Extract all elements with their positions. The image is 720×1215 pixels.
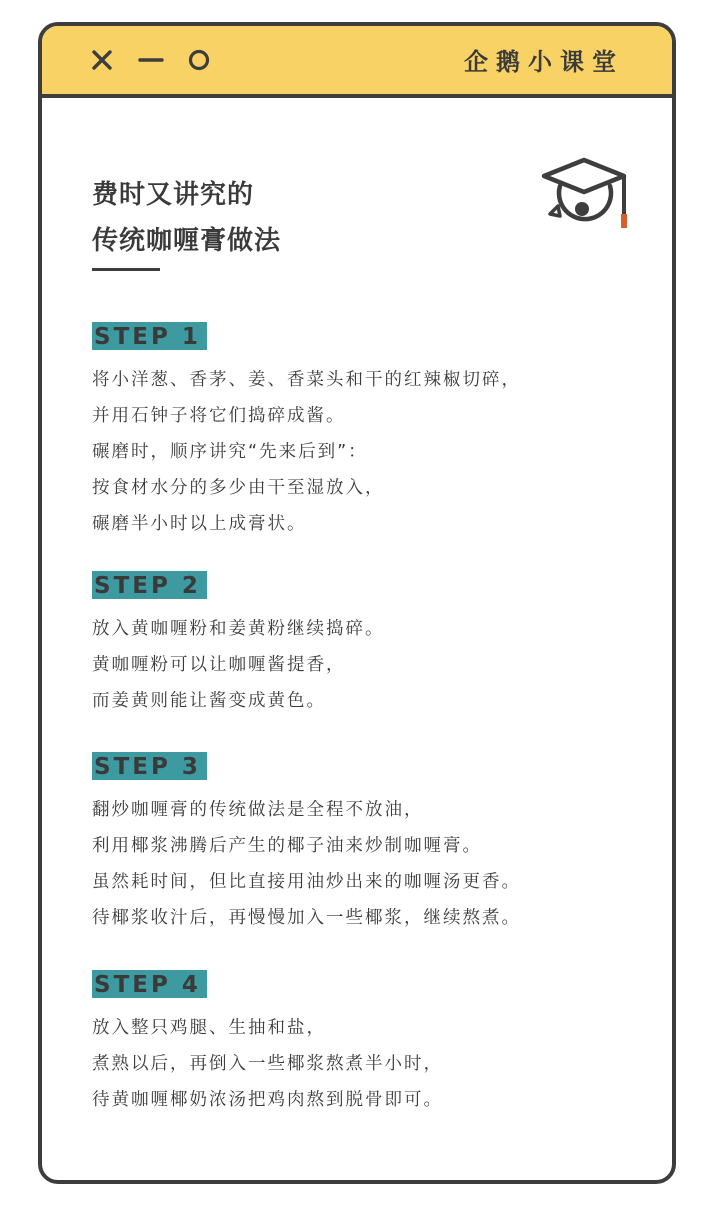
- page-title: [92, 172, 281, 264]
- graduation-cap-icon: [538, 154, 634, 244]
- close-icon[interactable]: [86, 44, 118, 76]
- step-section-4: [92, 970, 652, 1118]
- step-section-3: [92, 752, 652, 936]
- app-title: 企鹅小课堂: [464, 48, 624, 76]
- step-section-2: [92, 571, 652, 719]
- step-line: 碾磨半小时以上成膏状。: [92, 514, 307, 534]
- step-body: [92, 611, 652, 719]
- step-line: 放入整只鸡腿、生抽和盐，: [92, 1018, 326, 1038]
- step-section-1: [92, 322, 652, 542]
- step-body: [92, 362, 652, 542]
- step-line: 并用石钟子将它们捣碎成酱。: [92, 406, 346, 426]
- title-underline: [92, 268, 160, 271]
- step-label: STEP 4: [92, 970, 207, 998]
- step-line: 放入黄咖喱粉和姜黄粉继续捣碎。: [92, 619, 385, 639]
- minimize-icon[interactable]: [135, 44, 167, 76]
- step-label: STEP 3: [92, 752, 207, 780]
- step-line: 煮熟以后，再倒入一些椰浆熬煮半小时，: [92, 1054, 443, 1074]
- step-line: 待椰浆收汁后，再慢慢加入一些椰浆，继续熬煮。: [92, 908, 521, 928]
- step-label: STEP 2: [92, 571, 207, 599]
- step-label: STEP 1: [92, 322, 207, 350]
- step-line: 虽然耗时间，但比直接用油炒出来的咖喱汤更香。: [92, 872, 521, 892]
- step-line: 待黄咖喱椰奶浓汤把鸡肉熬到脱骨即可。: [92, 1090, 443, 1110]
- step-line: 黄咖喱粉可以让咖喱酱提香，: [92, 655, 346, 675]
- step-line: 按食材水分的多少由干至湿放入，: [92, 478, 385, 498]
- app-window: [38, 22, 676, 1184]
- step-line: 而姜黄则能让酱变成黄色。: [92, 691, 326, 711]
- page-title-line-1: 费时又讲究的: [92, 180, 255, 210]
- maximize-icon[interactable]: [183, 44, 215, 76]
- step-line: 碾磨时，顺序讲究“先来后到”：: [92, 442, 368, 462]
- step-body: [92, 1010, 652, 1118]
- step-line: 利用椰浆沸腾后产生的椰子油来炒制咖喱膏。: [92, 836, 482, 856]
- step-line: 将小洋葱、香茅、姜、香菜头和干的红辣椒切碎，: [92, 370, 521, 390]
- step-line: 翻炒咖喱膏的传统做法是全程不放油，: [92, 800, 424, 820]
- title-bar: [42, 26, 672, 98]
- step-body: [92, 792, 652, 936]
- page-title-line-2: 传统咖喱膏做法: [92, 226, 282, 256]
